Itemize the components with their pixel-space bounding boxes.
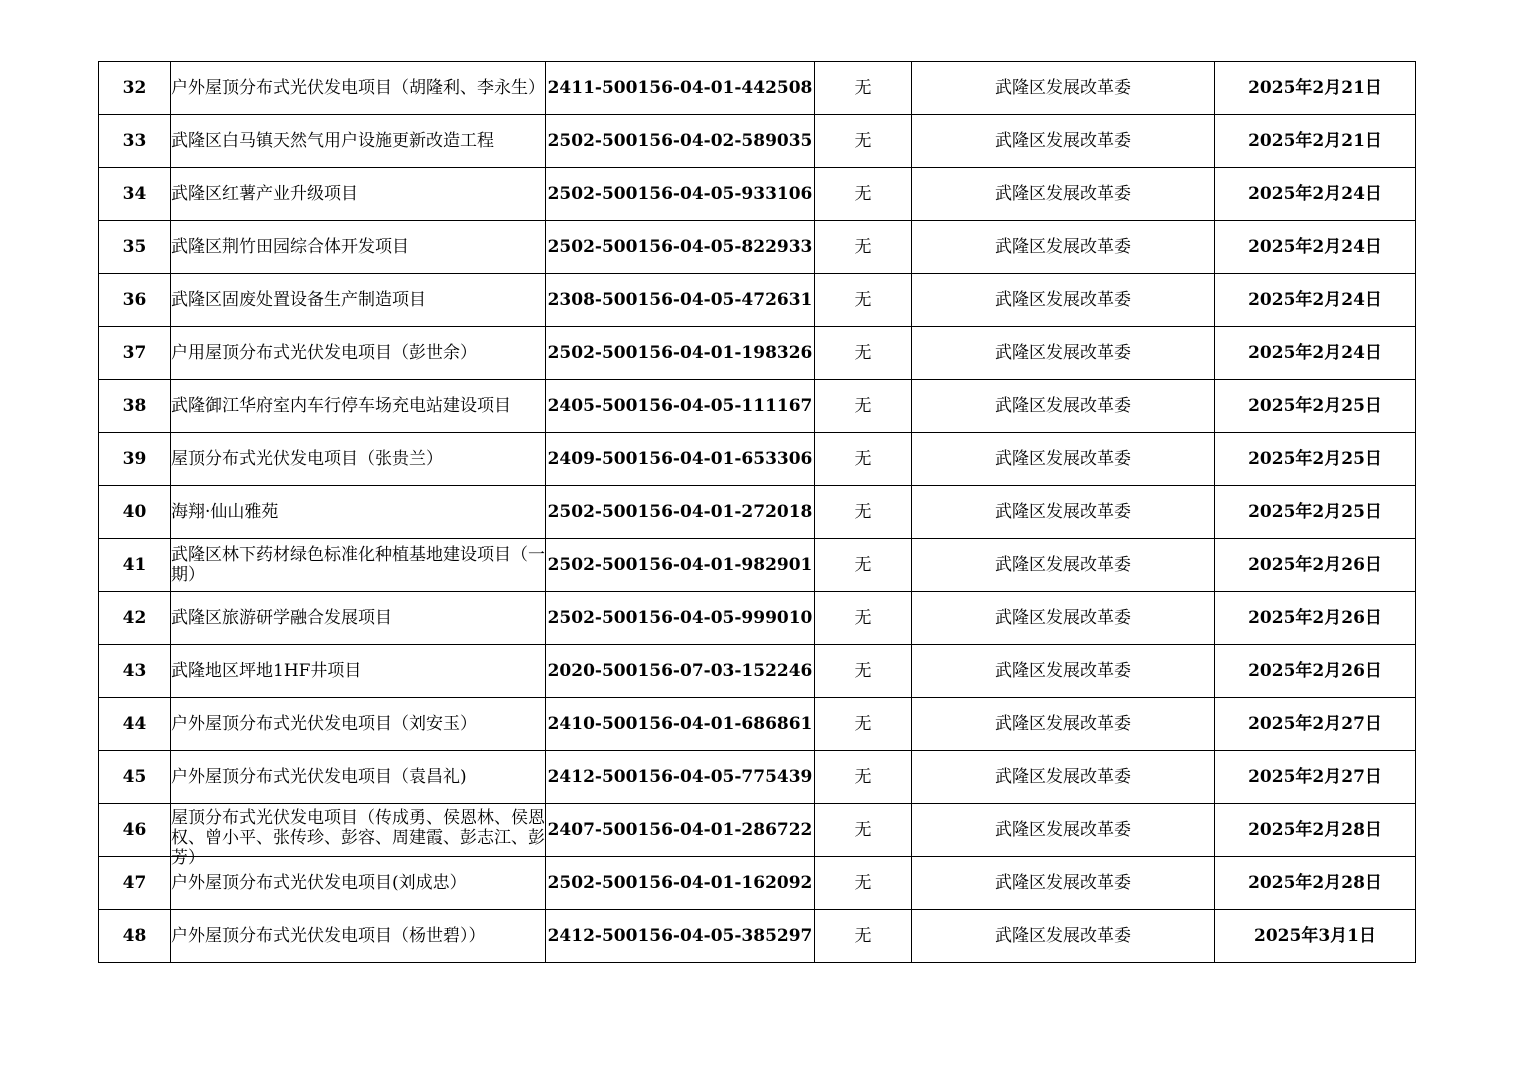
table-row bbox=[99, 380, 1416, 433]
approving-department: 武隆区发展改革委 bbox=[912, 645, 1215, 698]
approval-date: 2025年2月27日 bbox=[1215, 751, 1416, 804]
remark: 无 bbox=[815, 486, 912, 539]
remark: 无 bbox=[815, 751, 912, 804]
approving-department: 武隆区发展改革委 bbox=[912, 910, 1215, 963]
row-number: 37 bbox=[99, 327, 171, 380]
row-number: 38 bbox=[99, 380, 171, 433]
remark: 无 bbox=[815, 168, 912, 221]
project-code: 2020-500156-07-03-152246 bbox=[546, 645, 815, 698]
project-code: 2502-500156-04-01-982901 bbox=[546, 539, 815, 592]
project-code: 2502-500156-04-01-162092 bbox=[546, 857, 815, 910]
project-name: 武隆区白马镇天然气用户设施更新改造工程 bbox=[171, 115, 546, 168]
row-number: 48 bbox=[99, 910, 171, 963]
approving-department: 武隆区发展改革委 bbox=[912, 327, 1215, 380]
table-body bbox=[99, 62, 1416, 963]
approval-date: 2025年2月25日 bbox=[1215, 380, 1416, 433]
approval-date: 2025年2月28日 bbox=[1215, 857, 1416, 910]
remark: 无 bbox=[815, 433, 912, 486]
project-code: 2502-500156-04-05-822933 bbox=[546, 221, 815, 274]
approval-date: 2025年2月24日 bbox=[1215, 168, 1416, 221]
remark: 无 bbox=[815, 327, 912, 380]
table-row bbox=[99, 221, 1416, 274]
project-name: 武隆御江华府室内车行停车场充电站建设项目 bbox=[171, 380, 546, 433]
approval-date: 2025年2月21日 bbox=[1215, 115, 1416, 168]
table-row bbox=[99, 592, 1416, 645]
approving-department: 武隆区发展改革委 bbox=[912, 857, 1215, 910]
approval-date: 2025年2月26日 bbox=[1215, 539, 1416, 592]
project-name: 武隆区固废处置设备生产制造项目 bbox=[171, 274, 546, 327]
row-number: 35 bbox=[99, 221, 171, 274]
project-code: 2412-500156-04-05-385297 bbox=[546, 910, 815, 963]
remark: 无 bbox=[815, 380, 912, 433]
approving-department: 武隆区发展改革委 bbox=[912, 698, 1215, 751]
row-number: 40 bbox=[99, 486, 171, 539]
approving-department: 武隆区发展改革委 bbox=[912, 168, 1215, 221]
project-name: 户用屋顶分布式光伏发电项目（彭世余） bbox=[171, 327, 546, 380]
approving-department: 武隆区发展改革委 bbox=[912, 486, 1215, 539]
table-row bbox=[99, 698, 1416, 751]
approving-department: 武隆区发展改革委 bbox=[912, 592, 1215, 645]
approving-department: 武隆区发展改革委 bbox=[912, 804, 1215, 857]
approval-date: 2025年2月25日 bbox=[1215, 486, 1416, 539]
table-row bbox=[99, 804, 1416, 857]
project-code: 2407-500156-04-01-286722 bbox=[546, 804, 815, 857]
project-name: 户外屋顶分布式光伏发电项目(刘成忠） bbox=[171, 857, 546, 910]
project-name: 户外屋顶分布式光伏发电项目（杨世碧）） bbox=[171, 910, 546, 963]
remark: 无 bbox=[815, 115, 912, 168]
project-name: 户外屋顶分布式光伏发电项目（刘安玉） bbox=[171, 698, 546, 751]
approval-date: 2025年2月26日 bbox=[1215, 645, 1416, 698]
remark: 无 bbox=[815, 592, 912, 645]
remark: 无 bbox=[815, 645, 912, 698]
row-number: 43 bbox=[99, 645, 171, 698]
project-code: 2410-500156-04-01-686861 bbox=[546, 698, 815, 751]
approval-date: 2025年2月24日 bbox=[1215, 221, 1416, 274]
project-name: 武隆区荆竹田园综合体开发项目 bbox=[171, 221, 546, 274]
row-number: 33 bbox=[99, 115, 171, 168]
approval-date: 2025年3月1日 bbox=[1215, 910, 1416, 963]
remark: 无 bbox=[815, 910, 912, 963]
project-code: 2502-500156-04-05-999010 bbox=[546, 592, 815, 645]
approving-department: 武隆区发展改革委 bbox=[912, 115, 1215, 168]
approving-department: 武隆区发展改革委 bbox=[912, 221, 1215, 274]
table-row bbox=[99, 910, 1416, 963]
approval-date: 2025年2月27日 bbox=[1215, 698, 1416, 751]
remark: 无 bbox=[815, 274, 912, 327]
approving-department: 武隆区发展改革委 bbox=[912, 539, 1215, 592]
table-row bbox=[99, 115, 1416, 168]
table-row bbox=[99, 486, 1416, 539]
table-row bbox=[99, 539, 1416, 592]
row-number: 36 bbox=[99, 274, 171, 327]
project-name: 户外屋顶分布式光伏发电项目（胡隆利、李永生） bbox=[171, 62, 546, 115]
table-row bbox=[99, 433, 1416, 486]
table-row bbox=[99, 62, 1416, 115]
project-approval-table bbox=[98, 61, 1416, 963]
project-name: 武隆区旅游研学融合发展项目 bbox=[171, 592, 546, 645]
approval-date: 2025年2月21日 bbox=[1215, 62, 1416, 115]
remark: 无 bbox=[815, 221, 912, 274]
row-number: 32 bbox=[99, 62, 171, 115]
row-number: 47 bbox=[99, 857, 171, 910]
row-number: 34 bbox=[99, 168, 171, 221]
remark: 无 bbox=[815, 857, 912, 910]
approval-date: 2025年2月24日 bbox=[1215, 327, 1416, 380]
row-number: 41 bbox=[99, 539, 171, 592]
approval-date: 2025年2月28日 bbox=[1215, 804, 1416, 857]
approving-department: 武隆区发展改革委 bbox=[912, 380, 1215, 433]
approval-date: 2025年2月26日 bbox=[1215, 592, 1416, 645]
project-code: 2409-500156-04-01-653306 bbox=[546, 433, 815, 486]
row-number: 39 bbox=[99, 433, 171, 486]
project-name: 武隆地区坪地1HF井项目 bbox=[171, 645, 546, 698]
remark: 无 bbox=[815, 804, 912, 857]
project-code: 2412-500156-04-05-775439 bbox=[546, 751, 815, 804]
approval-date: 2025年2月25日 bbox=[1215, 433, 1416, 486]
project-code: 2405-500156-04-05-111167 bbox=[546, 380, 815, 433]
project-code: 2308-500156-04-05-472631 bbox=[546, 274, 815, 327]
approving-department: 武隆区发展改革委 bbox=[912, 751, 1215, 804]
approving-department: 武隆区发展改革委 bbox=[912, 274, 1215, 327]
project-name: 屋顶分布式光伏发电项目（传成勇、侯恩林、侯恩权、曾小平、张传珍、彭容、周建霞、彭志江、彭芳） bbox=[171, 804, 546, 857]
approving-department: 武隆区发展改革委 bbox=[912, 62, 1215, 115]
table-row bbox=[99, 645, 1416, 698]
project-name: 武隆区红薯产业升级项目 bbox=[171, 168, 546, 221]
project-name: 海翔·仙山雅苑 bbox=[171, 486, 546, 539]
remark: 无 bbox=[815, 698, 912, 751]
remark: 无 bbox=[815, 539, 912, 592]
project-code: 2502-500156-04-01-198326 bbox=[546, 327, 815, 380]
project-code: 2502-500156-04-02-589035 bbox=[546, 115, 815, 168]
table-row bbox=[99, 168, 1416, 221]
approval-date: 2025年2月24日 bbox=[1215, 274, 1416, 327]
remark: 无 bbox=[815, 62, 912, 115]
row-number: 45 bbox=[99, 751, 171, 804]
project-name: 屋顶分布式光伏发电项目（张贵兰） bbox=[171, 433, 546, 486]
row-number: 44 bbox=[99, 698, 171, 751]
project-code: 2411-500156-04-01-442508 bbox=[546, 62, 815, 115]
project-code: 2502-500156-04-05-933106 bbox=[546, 168, 815, 221]
table-row bbox=[99, 274, 1416, 327]
row-number: 46 bbox=[99, 804, 171, 857]
row-number: 42 bbox=[99, 592, 171, 645]
project-name: 户外屋顶分布式光伏发电项目（袁昌礼) bbox=[171, 751, 546, 804]
table-row bbox=[99, 327, 1416, 380]
project-code: 2502-500156-04-01-272018 bbox=[546, 486, 815, 539]
approving-department: 武隆区发展改革委 bbox=[912, 433, 1215, 486]
table-row bbox=[99, 751, 1416, 804]
table-row bbox=[99, 857, 1416, 910]
project-name: 武隆区林下药材绿色标准化种植基地建设项目（一期） bbox=[171, 539, 546, 592]
